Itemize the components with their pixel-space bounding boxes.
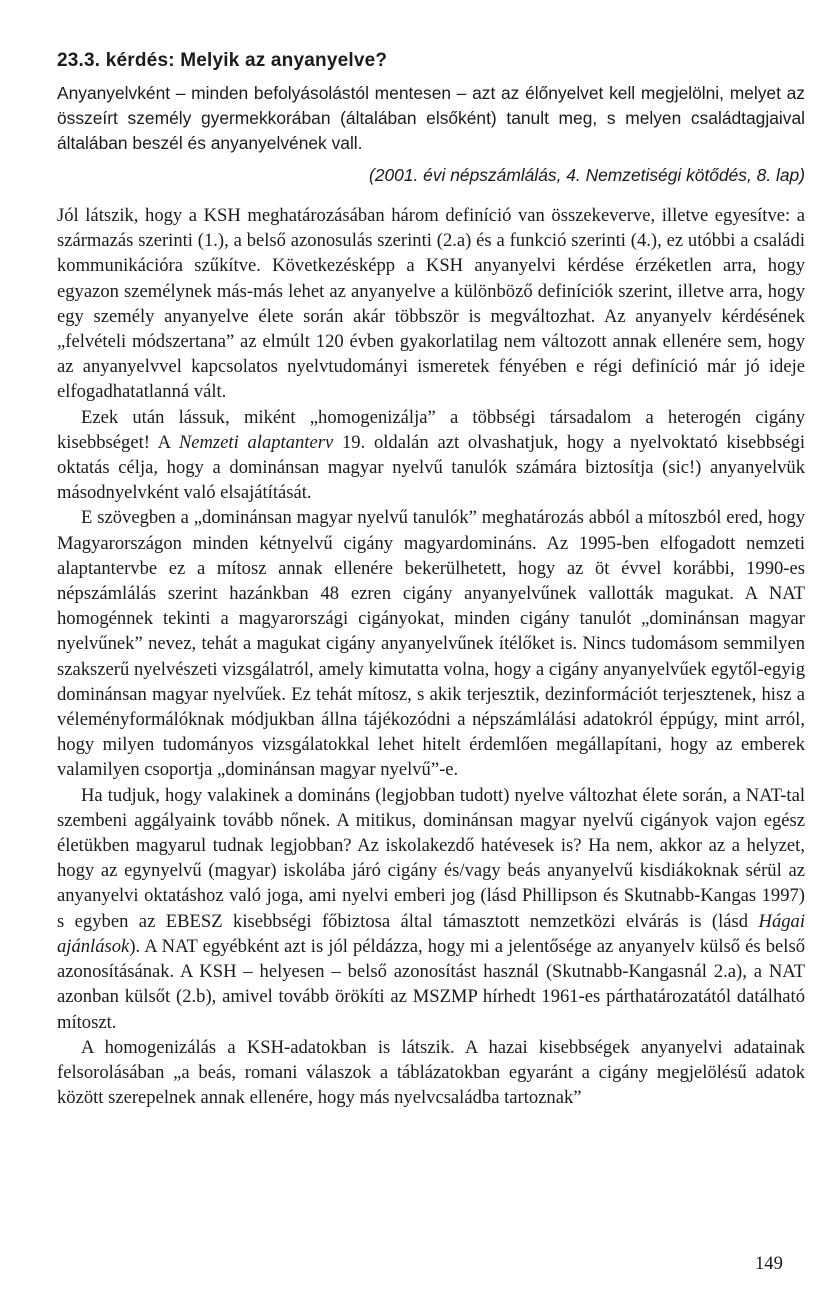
quote-source: (2001. évi népszámlálás, 4. Nemzetiségi kötődés, 8. lap) xyxy=(369,165,805,185)
page-content xyxy=(57,50,805,1110)
census-definition-quote: Anyanyelvként – minden befolyásolástól mentesen – azt az élőnyelvet kell megjelölni, melyet az összeírt személy gyermekkorában (általában elsőként) tanult meg, s melyen családtagjaival általában beszél és anyanyelvének vall. xyxy=(57,83,805,153)
paragraph-1: Jól látszik, hogy a KSH meghatározásában három definíció van összekeverve, illetve egyesítve: a származás szerinti (1.), a belső azonosulás szerinti (2.a) és a funkció szerinti (4.), ez utóbbi a családi kommunikációra szűkítve. Következésképp a KSH anyanyelvi kérdése érzéketlen arra, hogy egyazon személynek más-más lehet az anyanyelve a különböző definíciók szerint, illetve arra, hogy egy személy anyanyelve élete során akár többször is megváltozhat. Az anyanyelv kérdésének „felvételi módszertana” az elmúlt 120 évben gyakorlatilag nem változott annak ellenére sem, hogy az anyanyelvvel kapcsolatos nyelvtudományi ismeretek fényében e régi definíció már jó ideje elfogadhatatlanná vált. xyxy=(57,205,805,403)
paragraph-5: A homogenizálás a KSH-adatokban is látszik. A hazai kisebbségek anyanyelvi adatainak felsorolásában „a beás, romani válaszok a táblázatokban egyaránt a cigány megjelölésű adatok között szerepelnek annak ellenére, hogy más nyelvcsaládba tartoznak” xyxy=(57,1036,805,1109)
paragraph-3: E szövegben a „dominánsan magyar nyelvű tanulók” meghatározás abból a mítoszból ered, hogy Magyarországon minden kétnyelvű cigány magyardomináns. Az 1995-ben elfogadott nemzeti alaptantervbe ez a mítosz annak ellenére bekerülhetett, hogy az öt évvel korábbi, 1990-es népszámlálás szerint hazánkban 48 ezren cigány anyanyelvűnek vallották magukat. A NAT homogénnek tekinti a magyarországi cigányokat, minden cigány tanulót „dominánsan magyar nyelvűnek” nevez, tehát a magukat cigány anyanyelvűnek ítélőket is. Nincs tudomásom semmilyen szakszerű nyelvészeti vizsgálatról, amely kimutatta volna, hogy a cigány anyanyelvűek egytől-egyig dominánsan magyar nyelvűek. Ez tehát mítosz, s akik terjesztik, dezinformációt terjesztenek, hisz a véleményformálóknak módjukban állna tájékozódni a népszámlálási adatokról éppúgy, mint arról, hogy milyen tudományos vizsgálatokkal lehet hitelt érdemlően megállapítani, hogy az emberek valamilyen csoportja „dominánsan magyar nyelvű”-e. xyxy=(57,507,805,781)
nat-title-italic: Nemzeti alaptanterv xyxy=(178,431,334,453)
paragraph-4-text-a: Ha tudjuk, hogy valakinek a domináns (legjobban tudott) nyelve változhat élete során, a NAT-tal szembeni aggályaink tovább nőnek. A mitikus, dominánsan magyar nyelvű cigányok vajon egész életükben magyarul tudnak legjobban? Az iskolakezdő hatévesek is? Ha nem, akkor az a helyzet, hogy az egynyelvű (magyar) iskolába járó cigány és/vagy beás anyanyelvű kisdiákoknak sérül az anyanyelvi oktatáshoz való joga, ami nyelvi emberi jog (lásd Phillipson és Skutnabb-Kangas 1997) s egyben az EBESZ kisebbségi főbiztosa által támasztott nemzetközi elvárás is (lásd xyxy=(57,784,805,932)
section-heading: 23.3. kérdés: Melyik az anyanyelve? xyxy=(57,50,388,71)
paragraph-2-text-b: 19. oldalán azt olvashatjuk, hogy a nyelvoktató kisebbségi oktatás célja, hogy a dominánsan magyar nyelvű tanulók számára biztosítja (sic!) anyanyelvük másodnyelvként való elsajátítását. xyxy=(57,431,805,504)
page-number: 149 xyxy=(755,1253,783,1274)
paragraph-2-text-a: Ezek után lássuk, miként „homogenizálja” a többségi társadalom a heterogén cigány kisebbséget! A xyxy=(57,406,805,453)
paragraph-2 xyxy=(57,405,805,506)
hague-recommendations-italic: Hágai ajánlások xyxy=(57,910,805,957)
paragraph-4-text-b: ). A NAT egyébként azt is jól példázza, hogy mi a jelentősége az anyanyelv külső és belső azonosításának. A KSH – helyesen – belső azonosítást használ (Skutnabb-Kangasnál 2.a), a NAT azonban külsőt (2.b), amivel tovább örökíti az MSZMP hírhedt 1961-es párthatározatától datálható mítoszt. xyxy=(57,935,805,1033)
paragraph-4 xyxy=(57,783,805,1035)
